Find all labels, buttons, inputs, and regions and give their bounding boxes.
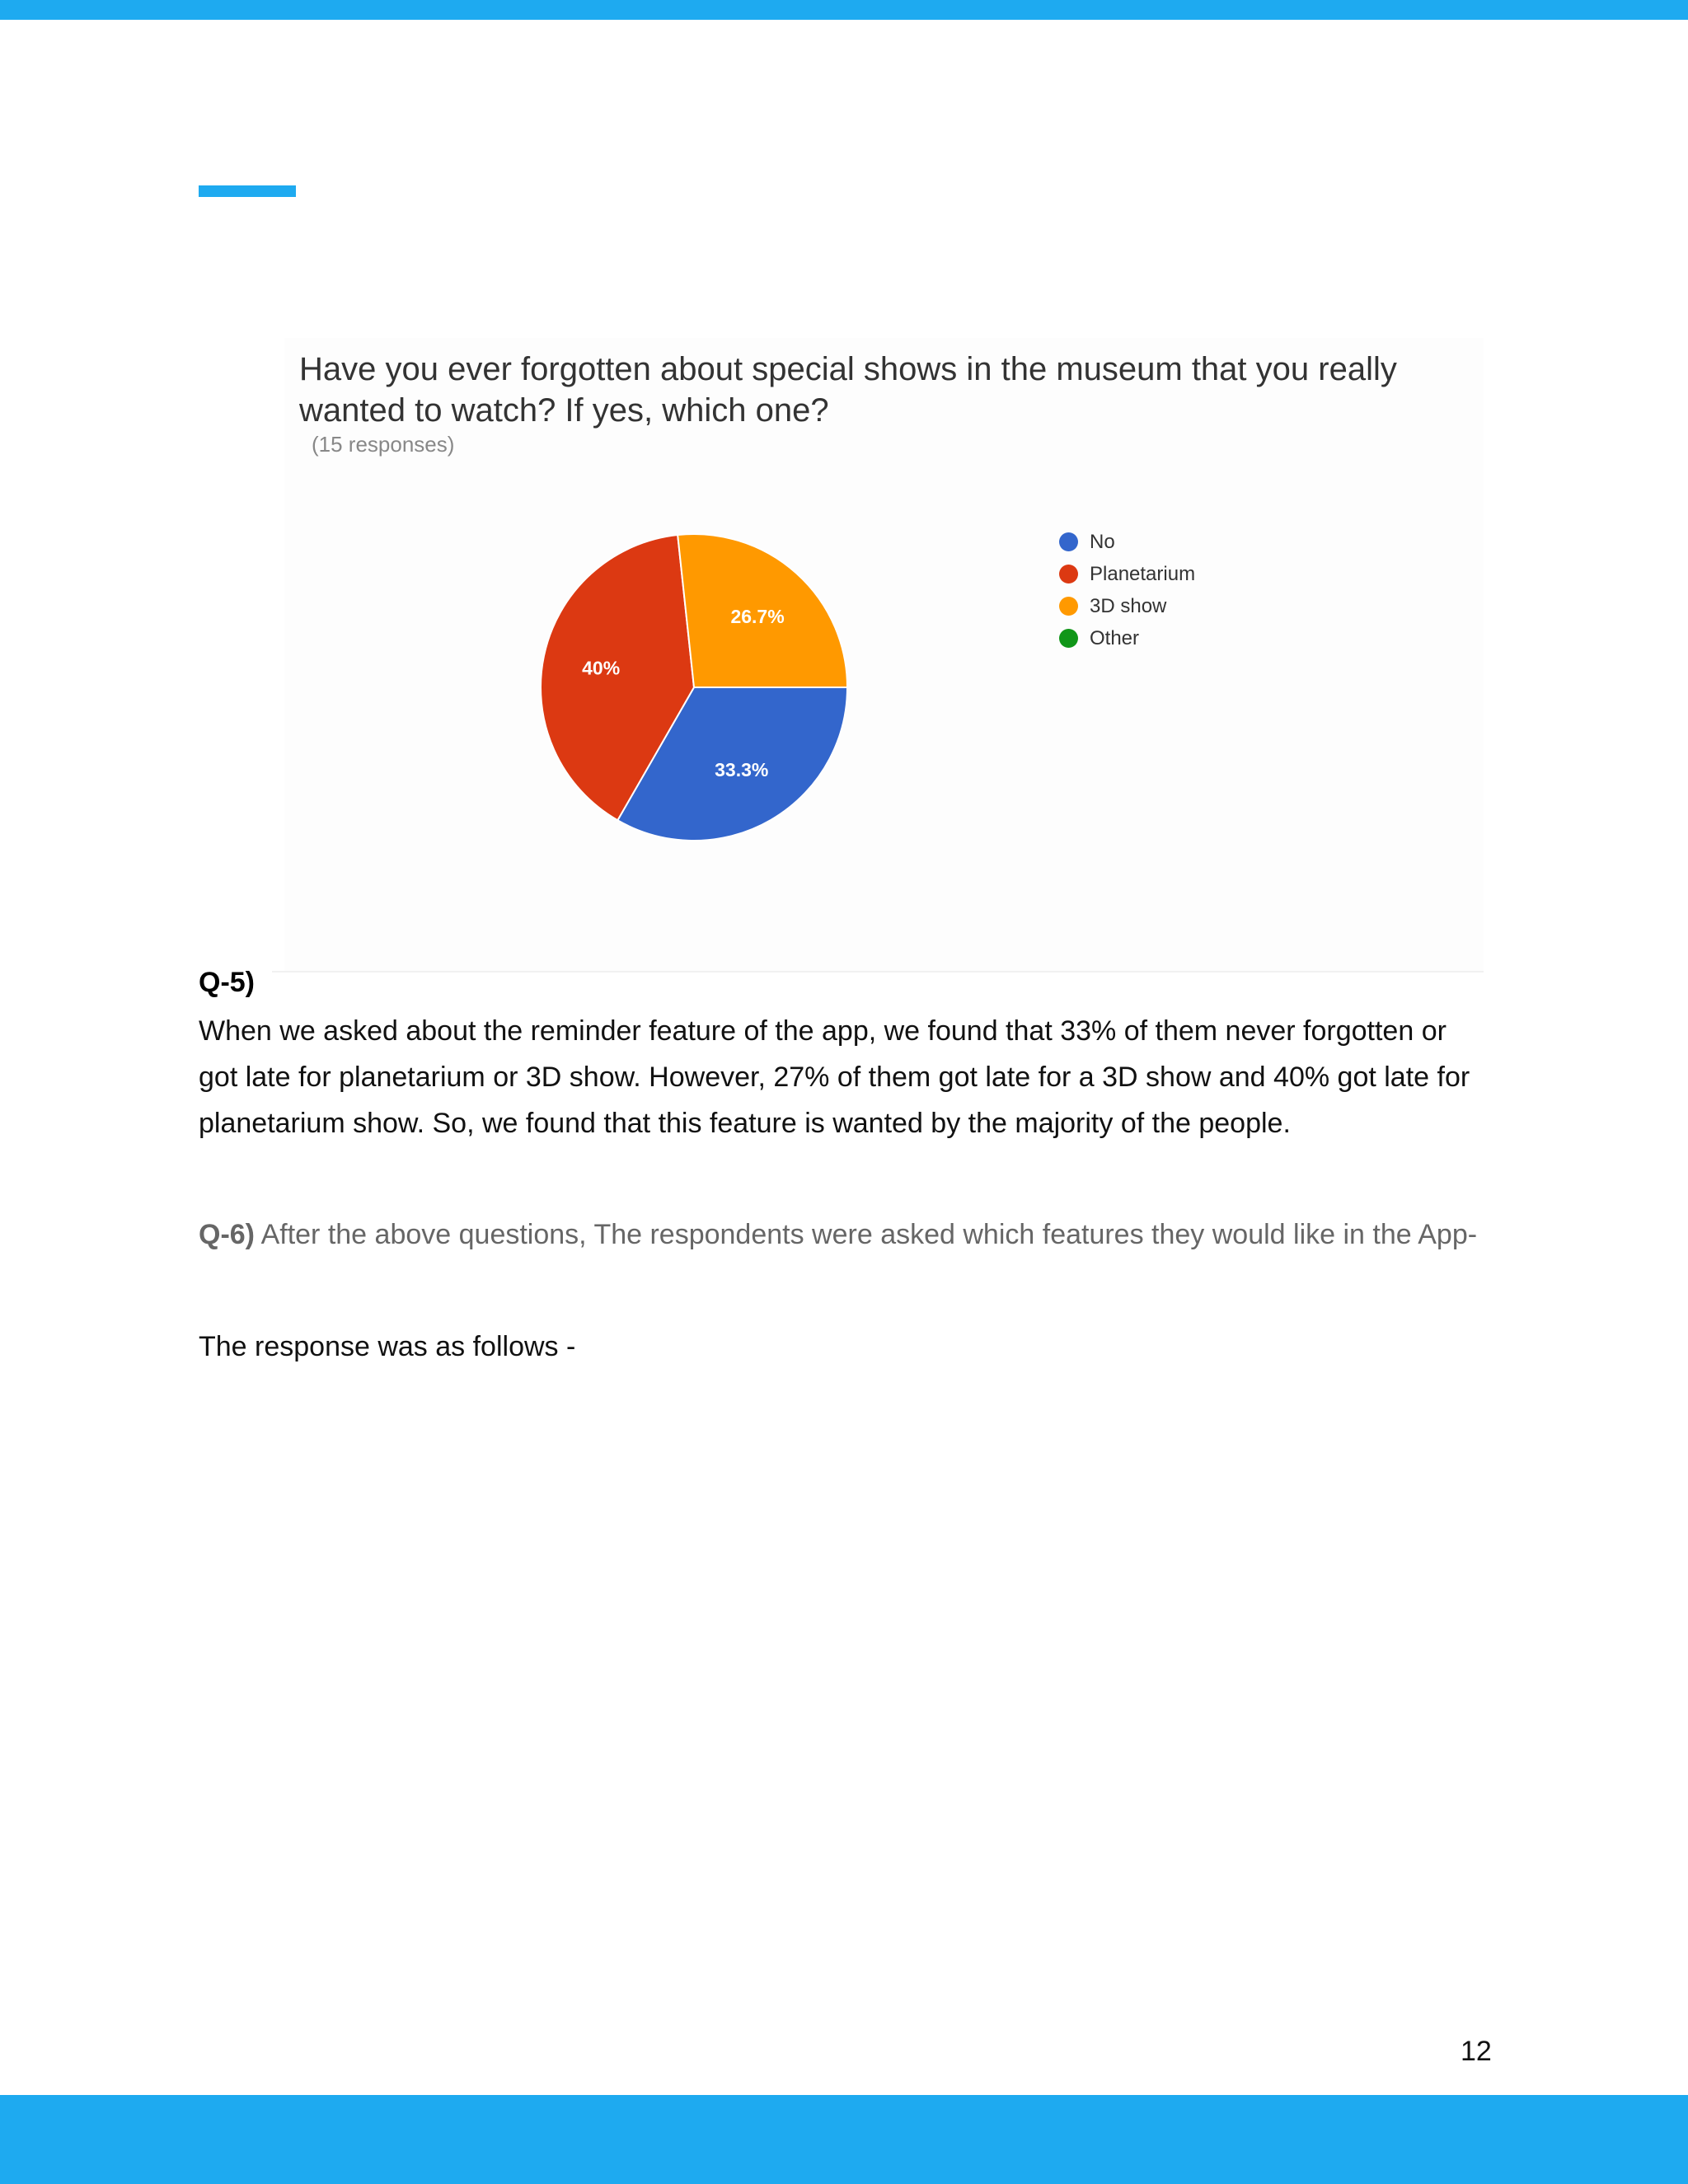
q6-text: After the above questions, The respondents were asked which features they would like in the App- xyxy=(260,1219,1478,1250)
chart-divider xyxy=(272,971,1484,972)
q5-heading: Q-5) xyxy=(199,967,255,998)
q6-label: Q-6) xyxy=(199,1219,255,1250)
legend-label-3d-show: 3D show xyxy=(1090,594,1167,617)
legend-label-other: Other xyxy=(1090,626,1140,649)
bottom-accent-bar xyxy=(0,2095,1688,2184)
response-intro: The response was as follows - xyxy=(199,1331,576,1362)
legend-item-other xyxy=(1059,622,1195,654)
pie-label-no: 33.3% xyxy=(715,758,769,780)
pie-chart xyxy=(0,0,1688,972)
legend-swatch-other xyxy=(1059,629,1078,648)
legend-item-no xyxy=(1059,526,1195,558)
chart-legend xyxy=(1059,526,1195,654)
legend-item-planetarium xyxy=(1059,558,1195,590)
pie-label-planetarium: 40% xyxy=(582,657,621,679)
legend-item-3d-show xyxy=(1059,590,1195,622)
chart-title: Have you ever forgotten about special shows in the museum that you really wanted to watch? If yes, which one? xyxy=(299,351,1397,429)
legend-label-no: No xyxy=(1090,530,1115,553)
q5-paragraph: When we asked about the reminder feature of the app, we found that 33% of them never forgotten or got late for planetarium or 3D show. However, 27% of them got late for a 3D show and 40% got late for planetarium show. So, we found that this feature is wanted by the majority of the people. xyxy=(199,1015,1470,1139)
pie-label-3d-show: 26.7% xyxy=(730,606,785,628)
legend-swatch-no xyxy=(1059,532,1078,551)
page-number: 12 xyxy=(1461,2036,1492,2067)
q6-paragraph xyxy=(199,1212,1493,1258)
legend-swatch-planetarium xyxy=(1059,565,1078,583)
legend-label-planetarium: Planetarium xyxy=(1090,562,1196,585)
chart-subtitle: (15 responses) xyxy=(312,432,455,457)
legend-swatch-3d-show xyxy=(1059,597,1078,616)
